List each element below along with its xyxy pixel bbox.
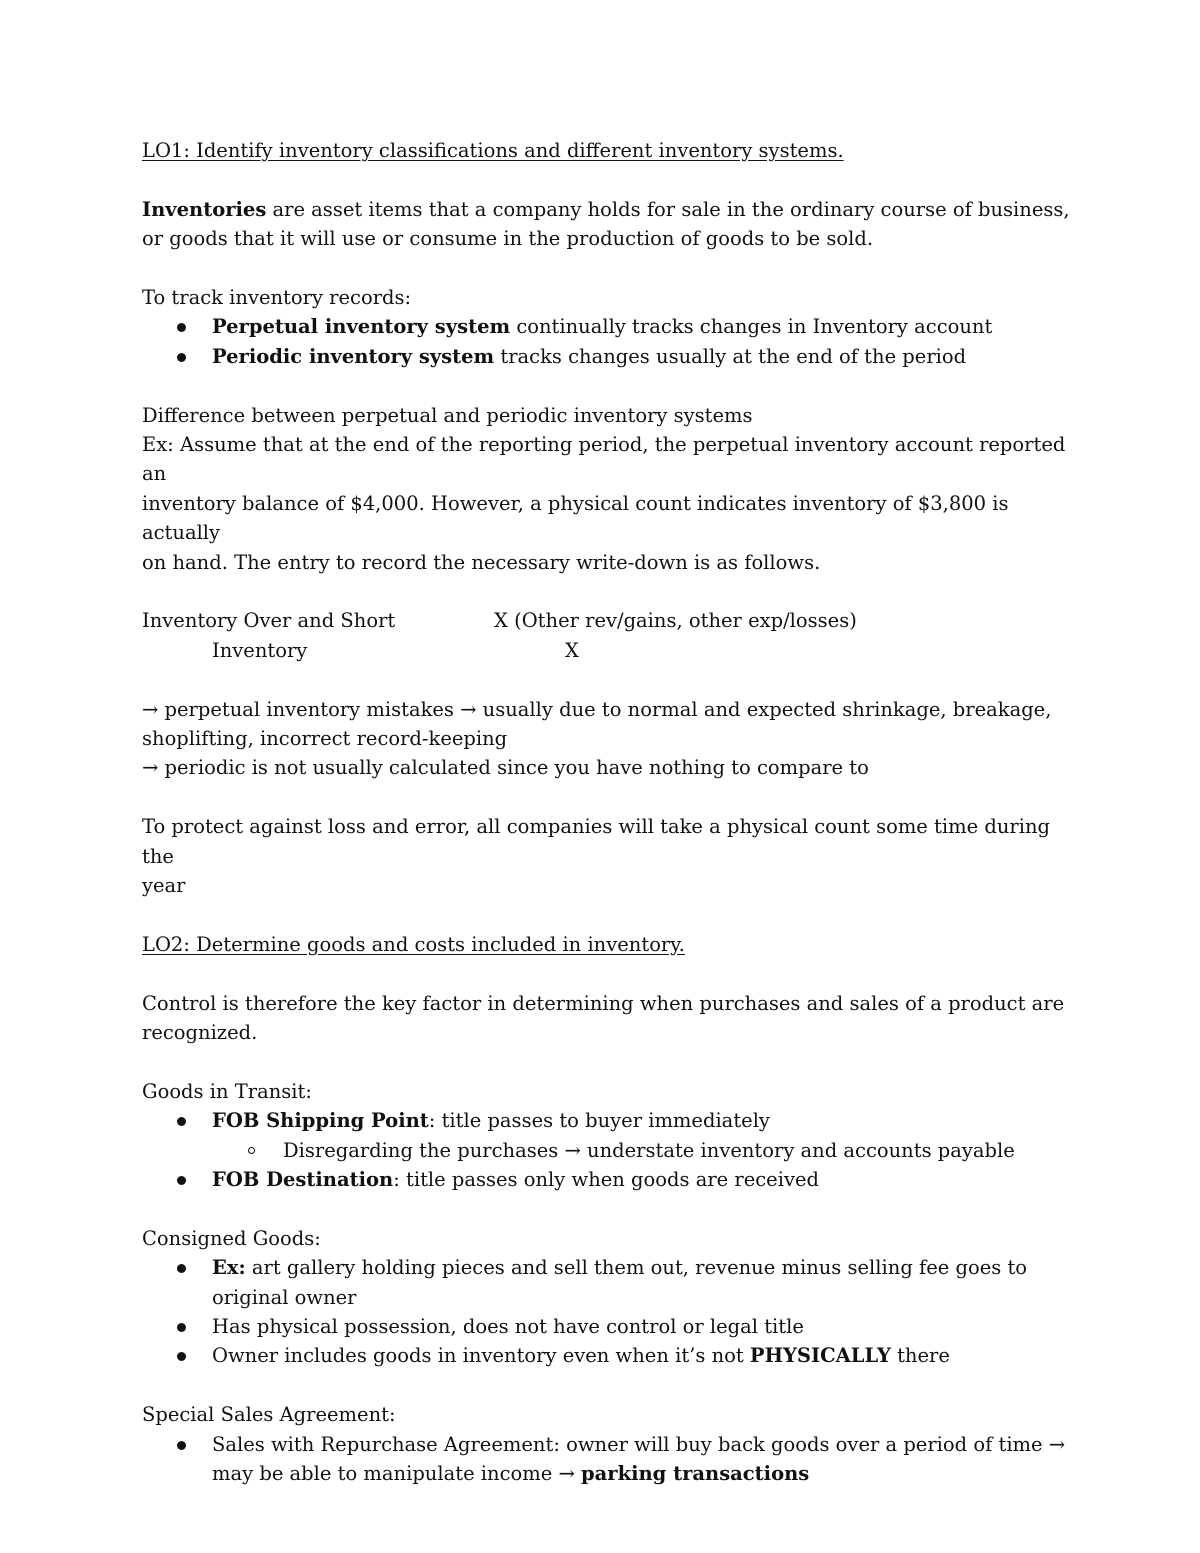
list-item-art-gallery: Ex: art gallery holding pieces and sell them out, revenue minus selling fee goes to original owner	[212, 1253, 1082, 1312]
list-item-physical-possession: Has physical possession, does not have control or legal title	[212, 1312, 1082, 1341]
difference-title: Difference between perpetual and periodic inventory systems	[142, 403, 753, 427]
list-item-perpetual: Perpetual inventory system continually tracks changes in Inventory account	[212, 312, 1082, 341]
lo2-heading: LO2: Determine goods and costs included in inventory.	[142, 932, 685, 956]
goods-in-transit-list	[142, 1106, 1082, 1194]
list-item-fob-destination: FOB Destination: title passes only when goods are received	[212, 1165, 1082, 1194]
list-item-fob-shipping: FOB Shipping Point: title passes to buyer immediately Disregarding the purchases → understate inventory and accounts payable	[212, 1106, 1082, 1165]
perpetual-mistakes-note: → perpetual inventory mistakes → usually due to normal and expected shrinkage, breakage, shoplifting, incorrect record-keeping	[142, 697, 1052, 751]
periodic-note: → periodic is not usually calculated since you have nothing to compare to	[142, 756, 869, 780]
parking-transactions-term: parking transactions	[581, 1462, 810, 1486]
journal-debit-account: Inventory Over and Short	[142, 609, 396, 633]
protect-paragraph: To protect against loss and error, all companies will take a physical count some time during the year	[142, 815, 1050, 898]
list-item-repurchase: Sales with Repurchase Agreement: owner will buy back goods over a period of time → may be able to manipulate income → parking transactions	[212, 1430, 1082, 1489]
list-item-disregarding: Disregarding the purchases → understate inventory and accounts payable	[283, 1136, 1082, 1165]
inventory-systems-list	[142, 312, 1082, 371]
inventories-term: Inventories	[142, 197, 267, 221]
fob-shipping-sublist	[212, 1136, 1082, 1165]
control-paragraph: Control is therefore the key factor in determining when purchases and sales of a product are recognized.	[142, 991, 1065, 1045]
goods-in-transit-title: Goods in Transit:	[142, 1079, 312, 1103]
journal-debit-row	[142, 606, 1082, 635]
document-page	[142, 136, 1082, 1488]
inventories-definition: Inventories are asset items that a company holds for sale in the ordinary course of business, or goods that it will use or consume in the production of goods to be sold.	[142, 197, 1070, 251]
consigned-goods-title: Consigned Goods:	[142, 1226, 321, 1250]
journal-debit-amount: X (Other rev/gains, other exp/losses)	[494, 609, 857, 633]
journal-credit-row	[142, 636, 1082, 665]
list-item-periodic: Periodic inventory system tracks changes usually at the end of the period	[212, 342, 1082, 371]
special-sales-title: Special Sales Agreement:	[142, 1403, 396, 1427]
consigned-goods-list	[142, 1253, 1082, 1371]
lo1-heading: LO1: Identify inventory classifications and different inventory systems.	[142, 139, 844, 162]
journal-credit-account: Inventory	[212, 638, 308, 662]
special-sales-list	[142, 1430, 1082, 1489]
example-paragraph: Ex: Assume that at the end of the reporting period, the perpetual inventory account reported an inventory balance of $4,000. However, a physical count indicates inventory of $3,800 is actually on hand. The entry to record the necessary write-down is as follows.	[142, 433, 1066, 574]
journal-credit-amount: X	[565, 638, 579, 662]
track-intro: To track inventory records:	[142, 286, 412, 309]
list-item-owner-includes: Owner includes goods in inventory even when it’s not PHYSICALLY there	[212, 1341, 1082, 1370]
